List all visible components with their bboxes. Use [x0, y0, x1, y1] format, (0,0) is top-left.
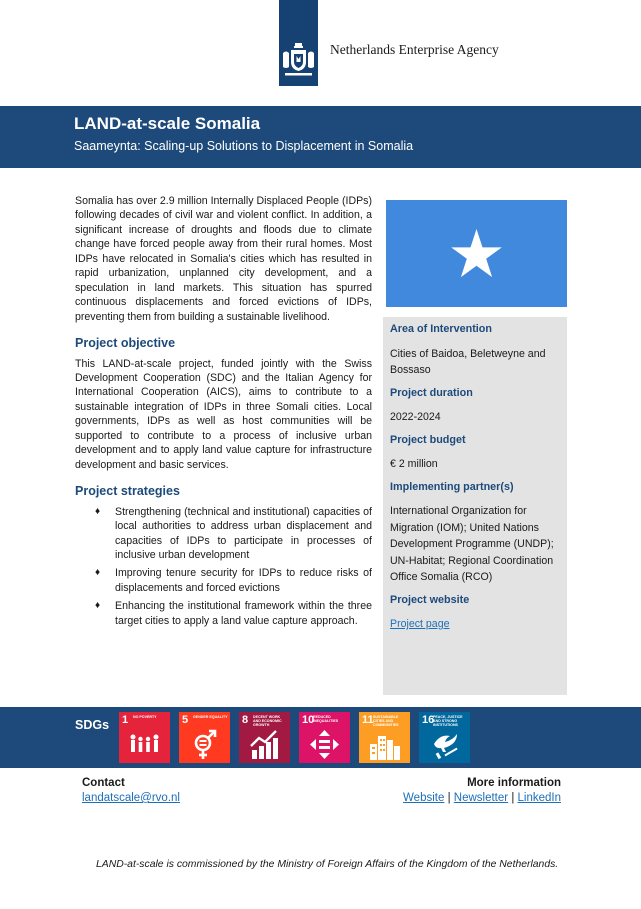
sdg-number: 1	[122, 714, 129, 726]
sdg-title: NO POVERTY	[133, 715, 157, 719]
sdg-tile-5	[179, 712, 230, 763]
star-icon	[386, 200, 567, 307]
page-title: LAND-at-scale Somalia	[74, 114, 261, 133]
duration-label: Project duration	[390, 386, 473, 399]
strategy-text: Strengthening (technical and institutional) capacities of local authorities to address urban displacement and capacities of IDPs to participate in processes of inclusive urban development	[115, 505, 372, 561]
coat-of-arms-icon	[279, 40, 318, 80]
sdg-tile-16	[419, 712, 470, 763]
sdg-number: 11	[362, 714, 374, 726]
commission-note: LAND-at-scale is commissioned by the Ministry of Foreign Affairs of the Kingdom of the Netherlands.	[96, 859, 559, 870]
budget-value: € 2 million	[390, 458, 438, 470]
sdg-number: 5	[182, 714, 189, 726]
objective-heading: Project objective	[75, 336, 176, 351]
intro-paragraph: Somalia has over 2.9 million Internally Displaced People (IDPs) following decades of civil war and violent conflict. In addition, a significant increase of droughts and floods due to climate change have forced people away from their rural homes. Most IDPs have relocated in Somalia's cities which has resulted in rapid urbanization, unplanned city development, and a speculation in land markets. This situation has spurred continuous displacements and forced evictions of IDPs, preventing them from building a sustainable livelihood.	[75, 195, 372, 323]
dove-icon	[428, 728, 461, 761]
list-item	[75, 599, 372, 628]
agency-name: Netherlands Enterprise Agency	[330, 42, 499, 57]
link-separator: |	[511, 792, 515, 804]
strategies-heading: Project strategies	[75, 484, 180, 499]
sdg-number: 10	[302, 714, 315, 726]
growth-chart-icon	[248, 728, 281, 761]
objective-paragraph: This LAND-at-scale project, funded jointly with the Swiss Development Cooperation (SDC) and the Italian Agency for International Cooperation (AICS), aims to contribute to a sustainable integration of IDPs in three Somali cities. Local governments, IDPs as well as host communities will be supported to contribute to a process of inclusive urban development and to apply land value capture for infrastructure development and basic services.	[75, 357, 372, 471]
sdg-title: REDUCED INEQUALITIES	[313, 715, 339, 723]
duration-value: 2022-2024	[390, 411, 441, 423]
gender-icon	[188, 728, 221, 761]
sdg-number: 16	[422, 714, 435, 726]
sdg-tile-1	[119, 712, 170, 763]
city-icon	[368, 728, 401, 761]
diamond-bullet-icon: ♦	[95, 567, 101, 579]
project-info-box	[383, 317, 567, 695]
list-item	[75, 505, 372, 563]
sdg-tile-11	[359, 712, 410, 763]
area-label: Area of Intervention	[390, 323, 492, 335]
sdg-tile-8	[239, 712, 290, 763]
newsletter-link[interactable]: Newsletter	[453, 792, 509, 804]
strategies-list	[75, 505, 372, 629]
strategy-text: Enhancing the institutional framework within the three target cities to apply a land value capture approach.	[115, 600, 372, 627]
agency-logo-bar	[279, 0, 318, 86]
contact-email-link[interactable]: landatscale@rvo.nl	[82, 792, 180, 804]
more-information-label: More information	[467, 777, 561, 789]
diamond-bullet-icon: ♦	[95, 505, 101, 517]
link-separator: |	[447, 792, 451, 804]
main-content	[75, 194, 372, 632]
somalia-flag	[386, 200, 567, 307]
sdg-title: PEACE, JUSTICE AND STRONG INSTITUTIONS	[433, 715, 463, 727]
budget-label: Project budget	[390, 433, 466, 446]
list-item	[75, 566, 372, 595]
strategy-text: Improving tenure security for IDPs to reduce risks of displacements and forced evictions	[115, 567, 372, 594]
equality-arrows-icon	[308, 728, 341, 761]
partners-label: Implementing partner(s)	[390, 480, 514, 493]
sdg-tile-10	[299, 712, 350, 763]
project-page-link[interactable]: Project page	[390, 618, 450, 630]
website-label: Project website	[390, 593, 470, 606]
more-information-links	[403, 792, 561, 804]
partners-value: International Organization for Migration (IOM); United Nations Development Programme (UNDP); UN-Habitat; Regional Coordination Office Somalia (RCO)	[390, 505, 554, 583]
area-value: Cities of Baidoa, Beletweyne and Bossaso	[390, 347, 546, 376]
linkedin-link[interactable]: LinkedIn	[517, 792, 561, 804]
sdg-number: 8	[242, 714, 249, 726]
sdg-title: DECENT WORK AND ECONOMIC GROWTH	[253, 715, 282, 727]
sdg-title: GENDER EQUALITY	[193, 715, 228, 719]
contact-label: Contact	[82, 777, 125, 789]
family-icon	[128, 728, 161, 761]
sdg-title: SUSTAINABLE CITIES AND COMMUNITIES	[373, 715, 399, 727]
sdg-label: SDGs	[75, 718, 110, 732]
page-subtitle: Saameynta: Scaling-up Solutions to Displacement in Somalia	[74, 139, 414, 153]
diamond-bullet-icon: ♦	[95, 600, 101, 612]
website-link[interactable]: Website	[403, 792, 445, 804]
